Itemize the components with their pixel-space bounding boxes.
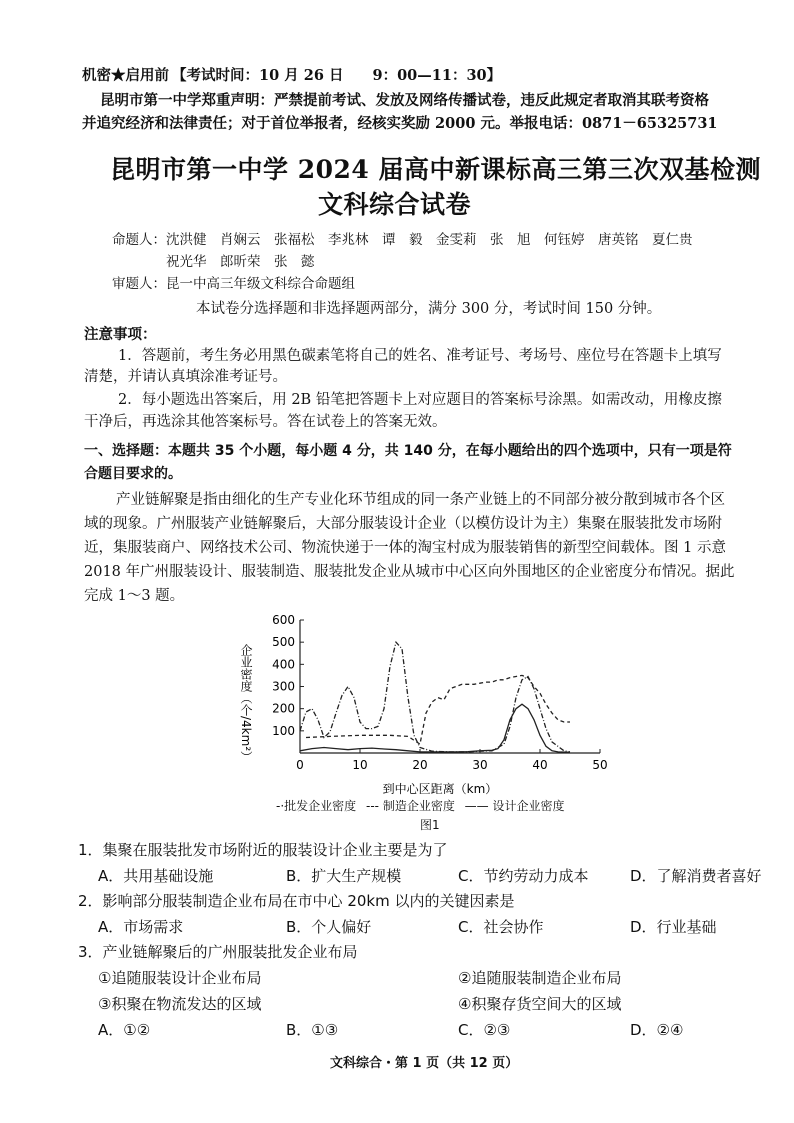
y-tick-label: 100 (272, 723, 295, 738)
q3-option-d[interactable]: D．②④ (630, 1021, 684, 1039)
q2-option-b[interactable]: B．个人偏好 (286, 918, 372, 936)
q2-option-c[interactable]: C．社会协作 (458, 918, 544, 936)
x-tick-label: 0 (296, 758, 304, 772)
chart-legend (276, 797, 565, 814)
legend-design: —— 设计企业密度 (464, 799, 565, 813)
y-tick-label: 300 (272, 679, 295, 694)
page-subtitle: 文科综合试卷 (318, 190, 472, 219)
passage-line-2: 域的现象。广州服装产业链解聚后，大部分服装设计企业（以模仿设计为主）集聚在服装批发市场附 (84, 516, 722, 532)
question-3-stem: 3．产业链解聚后的广州服装批发企业布局 (78, 943, 358, 961)
figure-caption: 图1 (420, 818, 440, 832)
passage-line-3: 近，集服装商户、网络技术公司、物流快递于一体的淘宝村成为服装销售的新型空间载体。图 1 示意 (84, 540, 726, 556)
secret-label: 机密★启用前 (82, 67, 169, 84)
y-tick-label: 600 (272, 613, 295, 627)
q1-option-a[interactable]: A．共用基础设施 (98, 867, 214, 885)
x-tick-label: 20 (412, 758, 428, 772)
exam-time: 【考试时间：10 月 26 日 9：00—11：30】 (172, 67, 502, 84)
section-heading-b: 合题目要求的。 (84, 466, 182, 482)
y-tick-label: 400 (272, 657, 295, 672)
note-2-line-b: 干净后，再选涂其他答案标号。答在试卷上的答案无效。 (84, 414, 447, 430)
passage-line-4: 2018 年广州服装设计、服装制造、服装批发企业从城市中心区向外围地区的企业密度分布情况。据此 (84, 564, 735, 580)
q3-option-a[interactable]: A．①② (98, 1021, 151, 1039)
x-tick-label: 50 (592, 758, 608, 772)
q3-option-c[interactable]: C．②③ (458, 1021, 511, 1039)
notice-line-2: 并追究经济和法律责任；对于首位举报者，经核实奖励 2000 元。举报电话：0871－65325731 (82, 115, 718, 132)
question-1-stem: 1．集聚在服装批发市场附近的服装设计企业主要是为了 (78, 841, 448, 859)
series-line-1 (306, 675, 570, 744)
x-tick-label: 40 (532, 758, 548, 772)
q1-option-c[interactable]: C．节约劳动力成本 (458, 867, 589, 885)
question-2-stem: 2．影响部分服装制造企业布局在市中心 20km 以内的关键因素是 (78, 892, 515, 910)
q3-item-3: ③积聚在物流发达的区域 (98, 995, 262, 1013)
authors-line-2: 祝光华 郎昕荣 张 懿 (112, 254, 315, 270)
q3-option-b[interactable]: B．①③ (286, 1021, 339, 1039)
q3-item-1: ①追随服装设计企业布局 (98, 969, 262, 987)
authors-line-1: 命题人：沈洪健 肖娴云 张福松 李兆林 谭 毅 金雯莉 张 旭 何钰婷 唐英铭 夏仁贵 (112, 232, 693, 248)
note-2-line-a: 2．每小题选出答案后，用 2B 铅笔把答题卡上对应题目的答案标号涂黑。如需改动，用橡皮擦 (118, 392, 722, 408)
q2-option-d[interactable]: D．行业基础 (630, 918, 717, 936)
q3-item-2: ②追随服装制造企业布局 (458, 969, 622, 987)
section-heading-a: 一、选择题：本题共 35 个小题，每小题 4 分，共 140 分，在每小题给出的四个选项中，只有一项是符 (84, 443, 732, 459)
page-footer: 文科综合・第 1 页（共 12 页） (330, 1056, 519, 1071)
legend-wholesale: -·批发企业密度 (276, 799, 357, 813)
x-tick-label: 30 (472, 758, 488, 772)
series-line-0 (300, 642, 570, 752)
passage-line-5: 完成 1～3 题。 (84, 588, 185, 604)
y-axis-label: 企业密度（个/4km²） (239, 644, 253, 764)
legend-manufacture: --- 制造企业密度 (366, 799, 455, 813)
x-axis-label: 到中心区距离（km） (382, 782, 498, 796)
notes-heading: 注意事项： (84, 327, 157, 343)
notice-line-1: 昆明市第一中学郑重声明：严禁提前考试、发放及网络传播试卷，违反此规定者取消其联考资格 (100, 92, 709, 109)
y-tick-label: 200 (272, 701, 295, 716)
note-1-line-b: 清楚，并请认真填涂准考证号。 (84, 369, 287, 385)
x-tick-label: 10 (352, 758, 368, 772)
note-1-line-a: 1．答题前，考生务必用黑色碳素笔将自己的姓名、准考证号、考场号、座位号在答题卡上填写 (118, 348, 722, 364)
reviewer-line: 审题人：昆一中高三年级文科综合命题组 (112, 276, 355, 292)
q3-item-4: ④积聚存货空间大的区域 (458, 995, 622, 1013)
passage-line-1: 产业链解聚是指由细化的生产专业化环节组成的同一条产业链上的不同部分被分散到城市各个区 (116, 492, 725, 508)
q1-option-b[interactable]: B．扩大生产规模 (286, 867, 402, 885)
q1-option-d[interactable]: D．了解消费者喜好 (630, 867, 762, 885)
series-line-2 (300, 704, 570, 752)
exam-intro: 本试卷分选择题和非选择题两部分，满分 300 分，考试时间 150 分钟。 (196, 301, 662, 317)
y-tick-label: 500 (272, 635, 295, 650)
q2-option-a[interactable]: A．市场需求 (98, 918, 184, 936)
page-title: 昆明市第一中学 2024 届高中新课标高三第三次双基检测 (110, 155, 761, 184)
